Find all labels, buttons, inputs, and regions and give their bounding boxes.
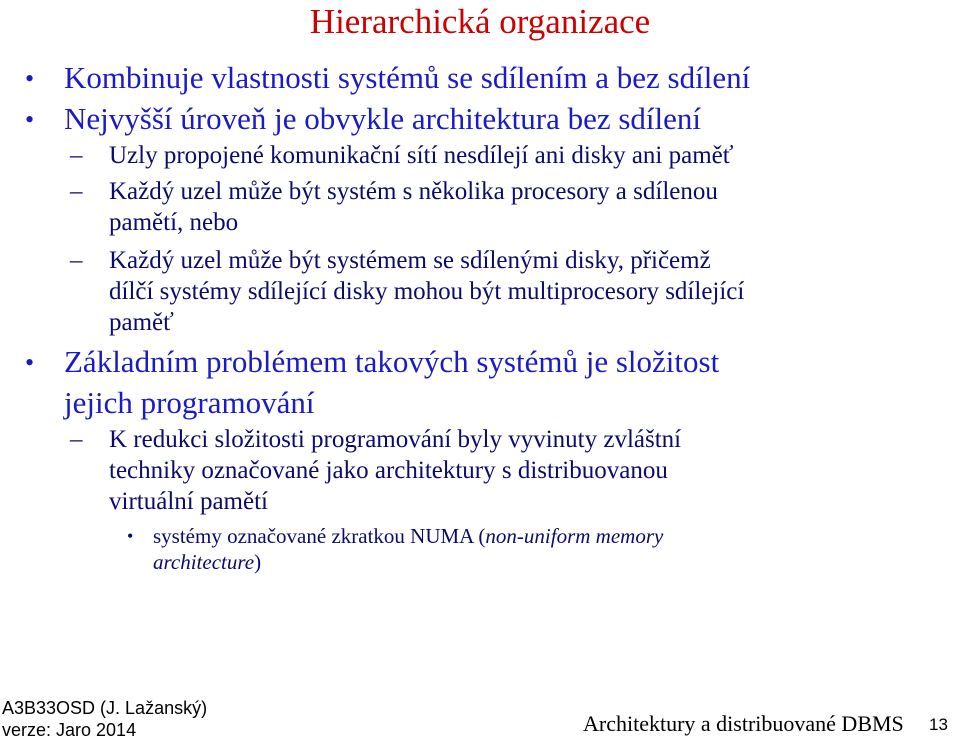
slide-title: Hierarchická organizace xyxy=(309,2,651,41)
subbullet-text: dílčí systémy sdílející disky mohou být multiprocesory sdílející xyxy=(109,278,745,305)
subbullet-text: virtuální pamětí xyxy=(109,488,268,515)
bullet-text: jejich programování xyxy=(64,385,315,420)
footer-section: Architektury a distribuované DBMS xyxy=(583,711,904,736)
subbullet-text: Každý uzel může být systémem se sdílenými disky, přičemž xyxy=(109,247,711,274)
numa-prefix: systémy označované zkratkou NUMA ( xyxy=(153,524,486,548)
subbullet-text: Každý uzel může být systém s několika procesory a sdílenou xyxy=(109,178,718,205)
dash-marker: – xyxy=(70,178,83,205)
subsub-bullet-text xyxy=(153,524,663,549)
dash-marker: – xyxy=(70,426,83,453)
subbullet-text: paměť xyxy=(109,309,174,336)
numa-suffix: ) xyxy=(254,550,262,574)
subbullet-text: pamětí, nebo xyxy=(109,209,239,236)
subbullet-text: techniky označované jako architektury s distribuovanou xyxy=(109,457,668,484)
subbullet-text: Uzly propojené komunikační sítí nesdílejí ani disky ani paměť xyxy=(109,142,734,169)
bullet-marker: • xyxy=(25,348,35,377)
bullet-marker: • xyxy=(25,64,35,93)
bullet-text: Základním problémem takových systémů je složitost xyxy=(64,344,720,379)
footer-course: A3B33OSD (J. Lažanský) xyxy=(2,698,208,718)
numa-italic-2: architecture xyxy=(153,550,255,574)
subsub-bullet-text xyxy=(153,550,261,575)
footer-version: verze: Jaro 2014 xyxy=(2,720,137,740)
subbullet-text: K redukci složitosti programování byly vyvinuty zvláštní xyxy=(109,426,682,453)
footer-page-number: 13 xyxy=(929,715,948,734)
dash-marker: – xyxy=(70,142,83,169)
bullet-text: Nejvyšší úroveň je obvykle architektura bez sdílení xyxy=(64,101,702,136)
subsub-bullet-marker: • xyxy=(127,526,134,546)
numa-italic-1: non-uniform memory xyxy=(485,524,664,548)
bullet-marker: • xyxy=(25,105,35,134)
dash-marker: – xyxy=(70,247,83,274)
bullet-text: Kombinuje vlastnosti systémů se sdílením a bez sdílení xyxy=(64,60,751,95)
